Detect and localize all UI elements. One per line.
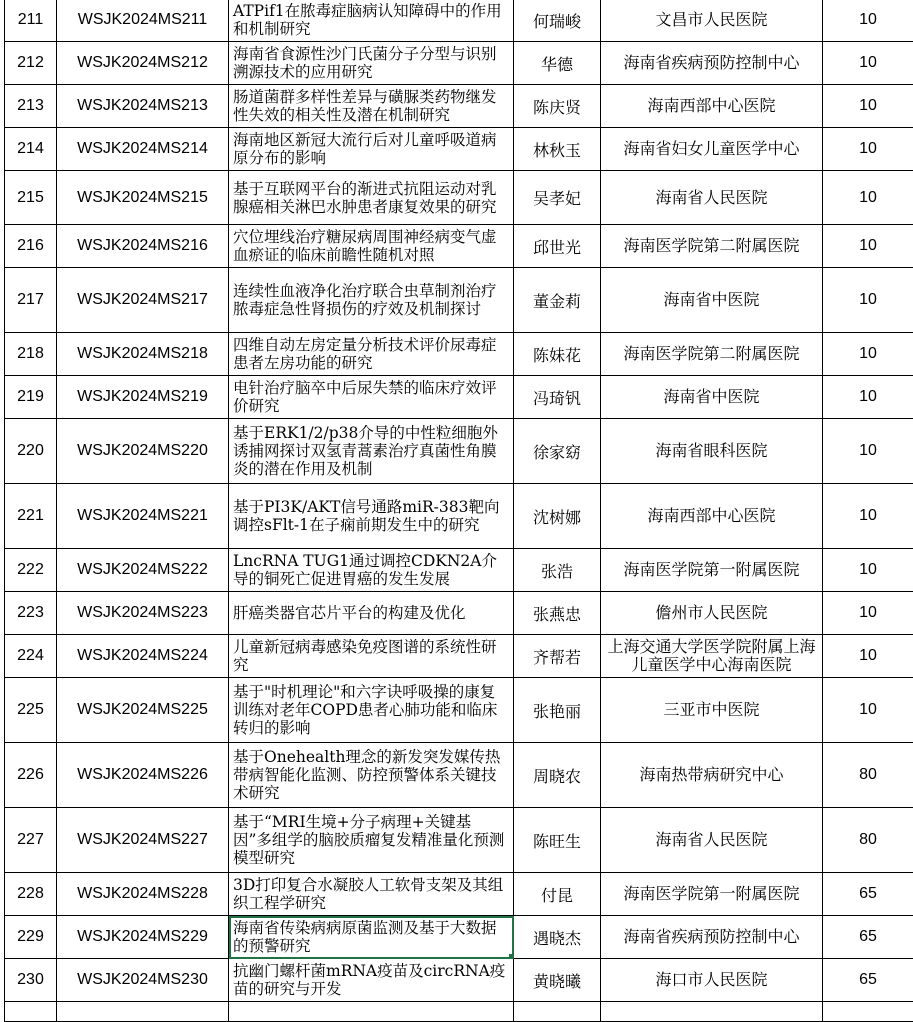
- funding-amount-cell[interactable]: 65: [823, 916, 913, 959]
- funding-amount-cell[interactable]: 10: [823, 376, 913, 419]
- project-code-cell[interactable]: WSJK2024MS228: [57, 873, 229, 916]
- row-number-cell[interactable]: 221: [5, 484, 57, 549]
- institution-cell[interactable]: 海南医学院第一附属医院: [601, 873, 823, 916]
- principal-investigator-cell[interactable]: 周晓农: [514, 743, 601, 808]
- project-title-cell[interactable]: ATPif1在脓毒症脑病认知障碍中的作用和机制研究: [229, 0, 514, 42]
- principal-investigator-cell[interactable]: 陈旺生: [514, 808, 601, 873]
- project-code-cell[interactable]: WSJK2024MS224: [57, 635, 229, 678]
- project-code-cell[interactable]: WSJK2024MS219: [57, 376, 229, 419]
- row-number-cell[interactable]: 213: [5, 85, 57, 128]
- principal-investigator-cell[interactable]: 黄晓曦: [514, 959, 601, 1002]
- principal-investigator-cell[interactable]: 陈妹花: [514, 333, 601, 376]
- funding-amount-cell[interactable]: 10: [823, 42, 913, 85]
- principal-investigator-cell[interactable]: 付昆: [514, 873, 601, 916]
- institution-cell[interactable]: 海南省疾病预防控制中心: [601, 916, 823, 959]
- institution-cell[interactable]: 海南医学院第二附属医院: [601, 225, 823, 268]
- project-title-cell[interactable]: 基于PI3K/AKT信号通路miR-383靶向调控sFlt-1在子痫前期发生中的研究: [229, 484, 514, 549]
- institution-cell[interactable]: 海南西部中心医院: [601, 85, 823, 128]
- principal-investigator-cell[interactable]: 沈树娜: [514, 484, 601, 549]
- funding-amount-cell[interactable]: 10: [823, 171, 913, 225]
- funding-amount-cell[interactable]: 65: [823, 873, 913, 916]
- row-number-cell[interactable]: 227: [5, 808, 57, 873]
- project-code-cell[interactable]: WSJK2024MS229: [57, 916, 229, 959]
- project-code-cell[interactable]: WSJK2024MS212: [57, 42, 229, 85]
- project-title-cell[interactable]: 穴位埋线治疗糖尿病周围神经病变气虚血瘀证的临床前瞻性随机对照: [229, 225, 514, 268]
- funding-amount-cell[interactable]: 10: [823, 85, 913, 128]
- table-row: [5, 128, 913, 171]
- funding-amount-cell[interactable]: 10: [823, 678, 913, 743]
- institution-cell[interactable]: 儋州市人民医院: [601, 592, 823, 635]
- table-row: [5, 635, 913, 678]
- table-row: [5, 678, 913, 743]
- principal-investigator-cell[interactable]: 华德: [514, 42, 601, 85]
- project-code-cell[interactable]: WSJK2024MS216: [57, 225, 229, 268]
- row-number-cell[interactable]: 223: [5, 592, 57, 635]
- row-number-cell[interactable]: 230: [5, 959, 57, 1002]
- funding-amount-cell[interactable]: 10: [823, 635, 913, 678]
- project-code-cell[interactable]: WSJK2024MS225: [57, 678, 229, 743]
- project-title-cell[interactable]: 抗幽门螺杆菌mRNA疫苗及circRNA疫苗的研究与开发: [229, 959, 514, 1002]
- spreadsheet-grid: [4, 0, 913, 1022]
- row-number-cell[interactable]: 217: [5, 268, 57, 333]
- table-row: [5, 333, 913, 376]
- institution-cell[interactable]: 上海交通大学医学院附属上海儿童医学中心海南医院: [601, 635, 823, 678]
- funding-amount-cell[interactable]: 10: [823, 549, 913, 592]
- principal-investigator-cell[interactable]: 徐家窈: [514, 419, 601, 484]
- row-number-cell[interactable]: 218: [5, 333, 57, 376]
- principal-investigator-cell[interactable]: 张艳丽: [514, 678, 601, 743]
- row-number-cell[interactable]: 222: [5, 549, 57, 592]
- institution-cell[interactable]: [601, 1002, 823, 1022]
- table-row: [5, 1002, 913, 1022]
- table-body: [5, 0, 913, 1022]
- table-row: [5, 376, 913, 419]
- row-number-cell[interactable]: 214: [5, 128, 57, 171]
- funding-amount-cell[interactable]: [823, 1002, 913, 1022]
- institution-cell[interactable]: 海口市人民医院: [601, 959, 823, 1002]
- project-code-cell[interactable]: WSJK2024MS223: [57, 592, 229, 635]
- funding-amount-cell[interactable]: 10: [823, 333, 913, 376]
- funding-amount-cell[interactable]: 65: [823, 959, 913, 1002]
- project-title-cell[interactable]: 基于ERK1/2/p38介导的中性粒细胞外诱捕网探讨双氢青蒿素治疗真菌性角膜炎的潜在作用及机制: [229, 419, 514, 484]
- institution-cell[interactable]: 海南省疾病预防控制中心: [601, 42, 823, 85]
- funding-amount-cell[interactable]: 10: [823, 268, 913, 333]
- table-row: [5, 225, 913, 268]
- principal-investigator-cell[interactable]: [514, 1002, 601, 1022]
- principal-investigator-cell[interactable]: 遇晓杰: [514, 916, 601, 959]
- project-code-cell[interactable]: WSJK2024MS214: [57, 128, 229, 171]
- principal-investigator-cell[interactable]: 齐帮若: [514, 635, 601, 678]
- row-number-cell[interactable]: 225: [5, 678, 57, 743]
- principal-investigator-cell[interactable]: 张浩: [514, 549, 601, 592]
- project-code-cell[interactable]: WSJK2024MS230: [57, 959, 229, 1002]
- institution-cell[interactable]: 海南医学院第一附属医院: [601, 549, 823, 592]
- row-number-cell[interactable]: 226: [5, 743, 57, 808]
- table-row: [5, 268, 913, 333]
- principal-investigator-cell[interactable]: 张燕忠: [514, 592, 601, 635]
- project-code-cell[interactable]: WSJK2024MS217: [57, 268, 229, 333]
- project-code-cell[interactable]: WSJK2024MS213: [57, 85, 229, 128]
- principal-investigator-cell[interactable]: 邱世光: [514, 225, 601, 268]
- row-number-cell[interactable]: 212: [5, 42, 57, 85]
- project-code-cell[interactable]: WSJK2024MS218: [57, 333, 229, 376]
- row-number-cell[interactable]: 216: [5, 225, 57, 268]
- institution-cell[interactable]: 文昌市人民医院: [601, 0, 823, 42]
- funding-amount-cell[interactable]: 10: [823, 128, 913, 171]
- institution-cell[interactable]: 海南省中医院: [601, 376, 823, 419]
- row-number-cell[interactable]: 224: [5, 635, 57, 678]
- project-title-cell[interactable]: 连续性血液净化治疗联合虫草制剂治疗脓毒症急性肾损伤的疗效及机制探讨: [229, 268, 514, 333]
- principal-investigator-cell[interactable]: 何瑞峻: [514, 0, 601, 42]
- project-title-cell[interactable]: 基于"时机理论"和六字诀呼吸操的康复训练对老年COPD患者心肺功能和临床转归的影响: [229, 678, 514, 743]
- project-title-cell[interactable]: 3D打印复合水凝胶人工软骨支架及其组织工程学研究: [229, 873, 514, 916]
- selected-cell[interactable]: 海南省传染病病原菌监测及基于大数据的预警研究: [229, 916, 514, 959]
- funding-amount-cell[interactable]: 10: [823, 225, 913, 268]
- table-row: [5, 171, 913, 225]
- project-title-cell[interactable]: [229, 1002, 514, 1022]
- funding-amount-cell[interactable]: 10: [823, 592, 913, 635]
- table-row: [5, 873, 913, 916]
- row-number-cell[interactable]: 228: [5, 873, 57, 916]
- project-title-cell[interactable]: 基于互联网平台的渐进式抗阻运动对乳腺癌相关淋巴水肿患者康复效果的研究: [229, 171, 514, 225]
- project-title-cell[interactable]: 儿童新冠病毒感染免疫图谱的系统性研究: [229, 635, 514, 678]
- institution-cell[interactable]: 海南省妇女儿童医学中心: [601, 128, 823, 171]
- table-row: [5, 959, 913, 1002]
- principal-investigator-cell[interactable]: 吴孝妃: [514, 171, 601, 225]
- table-row: [5, 484, 913, 549]
- institution-cell[interactable]: 海南西部中心医院: [601, 484, 823, 549]
- table-row: [5, 85, 913, 128]
- institution-cell[interactable]: 海南省人民医院: [601, 171, 823, 225]
- project-title-cell[interactable]: 电针治疗脑卒中后尿失禁的临床疗效评价研究: [229, 376, 514, 419]
- table-row: [5, 0, 913, 42]
- project-title-cell[interactable]: 肝癌类器官芯片平台的构建及优化: [229, 592, 514, 635]
- table-row: [5, 808, 913, 873]
- project-code-cell[interactable]: WSJK2024MS227: [57, 808, 229, 873]
- institution-cell[interactable]: 海南医学院第二附属医院: [601, 333, 823, 376]
- row-number-cell[interactable]: 229: [5, 916, 57, 959]
- row-number-cell[interactable]: 219: [5, 376, 57, 419]
- project-title-cell[interactable]: LncRNA TUG1通过调控CDKN2A介导的铜死亡促进胃癌的发生发展: [229, 549, 514, 592]
- project-title-cell[interactable]: 四维自动左房定量分析技术评价尿毒症患者左房功能的研究: [229, 333, 514, 376]
- institution-cell[interactable]: 三亚市中医院: [601, 678, 823, 743]
- row-number-cell[interactable]: 215: [5, 171, 57, 225]
- project-title-cell[interactable]: 海南地区新冠大流行后对儿童呼吸道病原分布的影响: [229, 128, 514, 171]
- project-code-cell[interactable]: WSJK2024MS222: [57, 549, 229, 592]
- project-code-cell[interactable]: WSJK2024MS226: [57, 743, 229, 808]
- funding-amount-cell[interactable]: 10: [823, 484, 913, 549]
- project-code-cell[interactable]: WSJK2024MS211: [57, 0, 229, 42]
- project-code-cell[interactable]: WSJK2024MS220: [57, 419, 229, 484]
- project-code-cell[interactable]: WSJK2024MS215: [57, 171, 229, 225]
- project-title-cell[interactable]: 肠道菌群多样性差异与磺脲类药物继发性失效的相关性及潜在机制研究: [229, 85, 514, 128]
- institution-cell[interactable]: 海南省中医院: [601, 268, 823, 333]
- principal-investigator-cell[interactable]: 冯琦钒: [514, 376, 601, 419]
- principal-investigator-cell[interactable]: 陈庆贤: [514, 85, 601, 128]
- project-code-cell[interactable]: WSJK2024MS221: [57, 484, 229, 549]
- funding-amount-cell[interactable]: 80: [823, 808, 913, 873]
- project-title-cell[interactable]: 海南省食源性沙门氏菌分子分型与识别溯源技术的应用研究: [229, 42, 514, 85]
- table-row: [5, 592, 913, 635]
- project-title-cell[interactable]: 基于“MRI生境+分子病理+关键基因”多组学的脑胶质瘤复发精准量化预测模型研究: [229, 808, 514, 873]
- row-number-cell[interactable]: 220: [5, 419, 57, 484]
- project-title-cell[interactable]: 基于Onehealth理念的新发突发媒传热带病智能化监测、防控预警体系关键技术研究: [229, 743, 514, 808]
- table-row: [5, 42, 913, 85]
- funding-amount-cell[interactable]: 10: [823, 419, 913, 484]
- row-number-cell[interactable]: [5, 1002, 57, 1022]
- funding-amount-cell[interactable]: 10: [823, 0, 913, 42]
- principal-investigator-cell[interactable]: 林秋玉: [514, 128, 601, 171]
- table-row: [5, 419, 913, 484]
- institution-cell[interactable]: 海南省眼科医院: [601, 419, 823, 484]
- table-row: [5, 743, 913, 808]
- row-number-cell[interactable]: 211: [5, 0, 57, 42]
- table-row: [5, 916, 913, 959]
- institution-cell[interactable]: 海南热带病研究中心: [601, 743, 823, 808]
- table-row: [5, 549, 913, 592]
- institution-cell[interactable]: 海南省人民医院: [601, 808, 823, 873]
- project-code-cell[interactable]: [57, 1002, 229, 1022]
- funding-amount-cell[interactable]: 80: [823, 743, 913, 808]
- principal-investigator-cell[interactable]: 董金莉: [514, 268, 601, 333]
